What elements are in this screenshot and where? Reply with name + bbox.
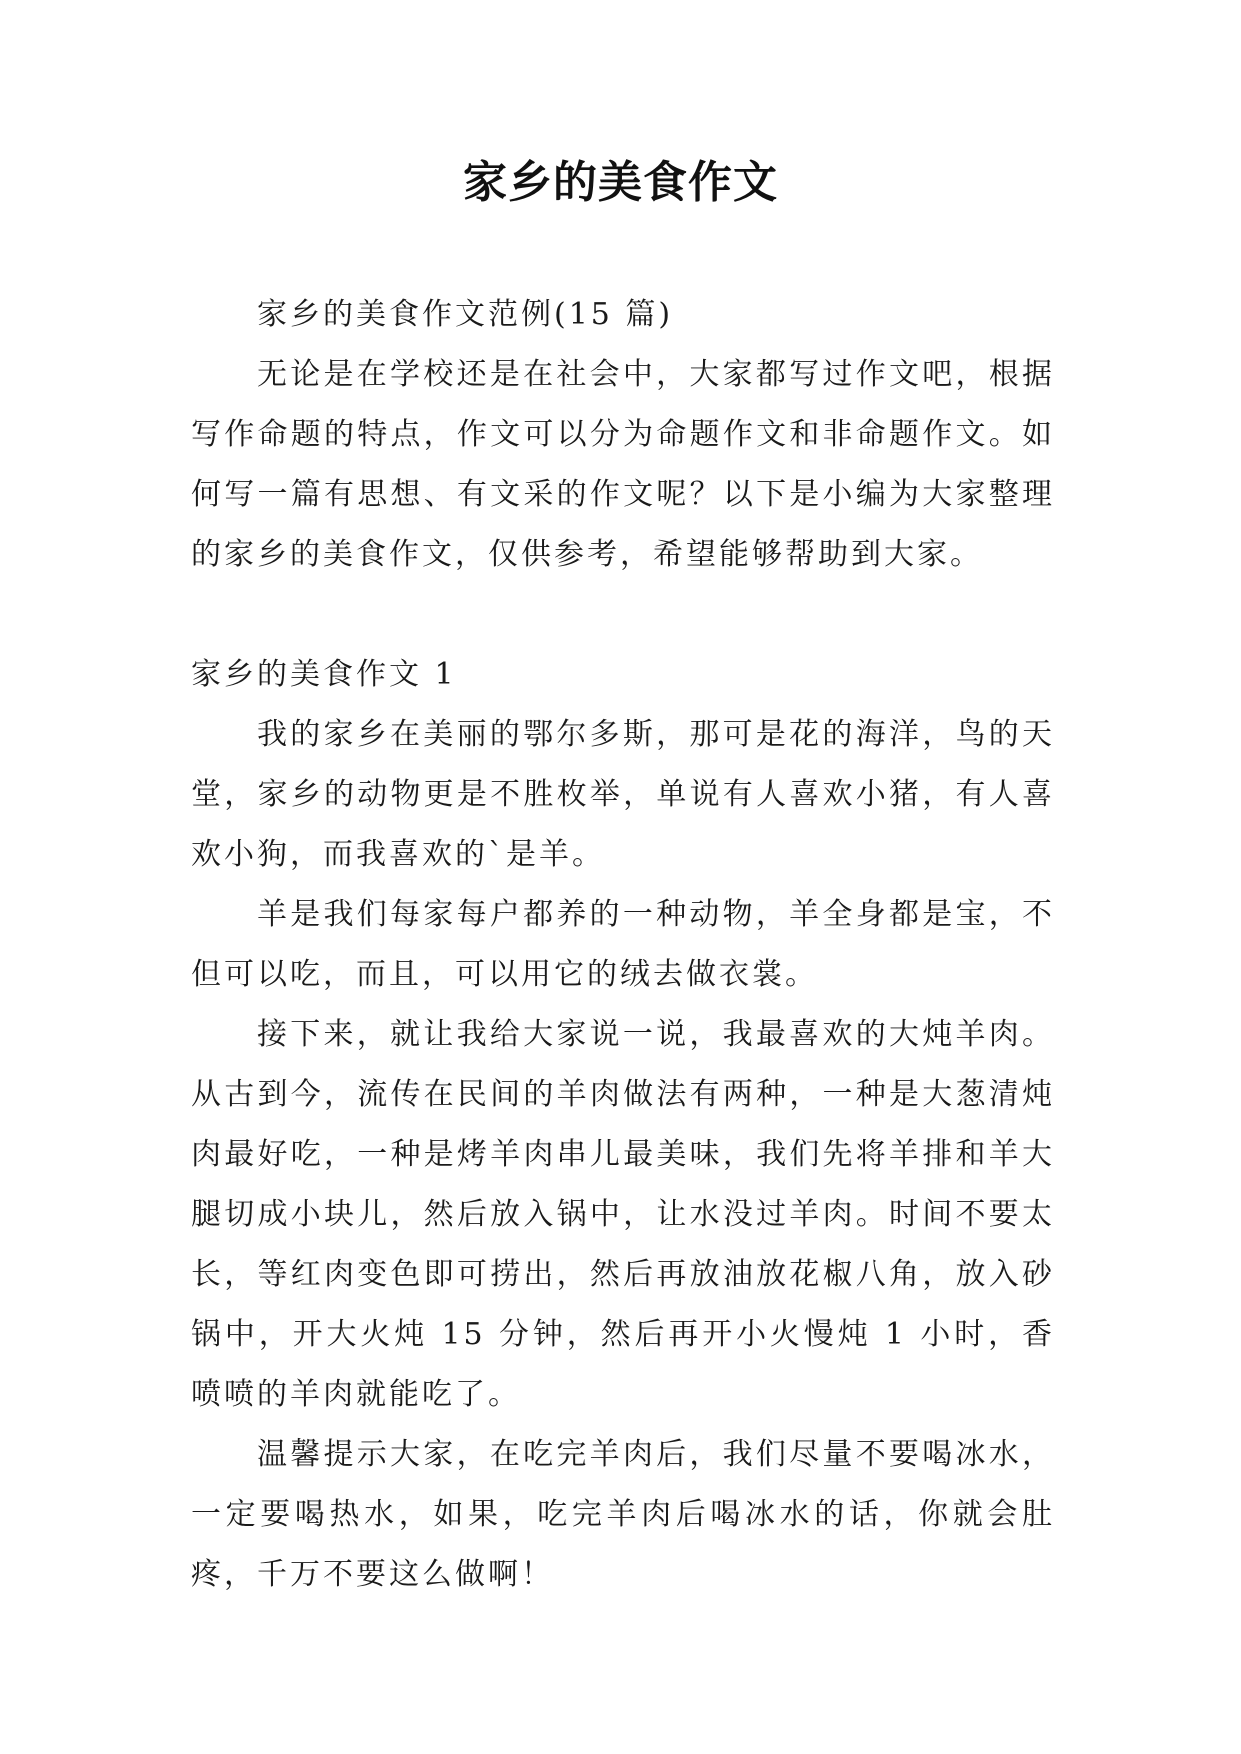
paragraph-gap [191, 585, 1055, 645]
subtitle-line: 家乡的美食作文范例(15 篇) [257, 297, 674, 332]
document-body [191, 285, 1055, 1605]
body-paragraph: 接下来，就让我给大家说一说，我最喜欢的大炖羊肉。从古到今，流传在民间的羊肉做法有两种，一种是大葱清炖肉最好吃，一种是烤羊肉串儿最美味，我们先将羊排和羊大腿切成小块儿，然后放入锅中，让水没过羊肉。时间不要太长，等红肉变色即可捞出，然后再放油放花椒八角，放入砂锅中，开大火炖 15 分钟，然后再开小火慢炖 1 小时，香喷喷的羊肉就能吃了。 [191, 1017, 1055, 1412]
body-paragraph: 我的家乡在美丽的鄂尔多斯，那可是花的海洋，鸟的天堂，家乡的动物更是不胜枚举，单说有人喜欢小猪，有人喜欢小狗，而我喜欢的`是羊。 [191, 717, 1055, 872]
document-title: 家乡的美食作文 [463, 157, 778, 208]
intro-paragraph: 无论是在学校还是在社会中，大家都写过作文吧，根据写作命题的特点，作文可以分为命题作文和非命题作文。如何写一篇有思想、有文采的作文呢？以下是小编为大家整理的家乡的美食作文，仅供参考，希望能够帮助到大家。 [191, 357, 1055, 572]
body-paragraph: 羊是我们每家每户都养的一种动物，羊全身都是宝，不但可以吃，而且，可以用它的绒去做衣裳。 [191, 897, 1055, 992]
body-paragraph: 温馨提示大家，在吃完羊肉后，我们尽量不要喝冰水，一定要喝热水，如果，吃完羊肉后喝冰水的话，你就会肚疼，千万不要这么做啊！ [191, 1437, 1055, 1592]
section-heading: 家乡的美食作文 1 [191, 657, 457, 692]
